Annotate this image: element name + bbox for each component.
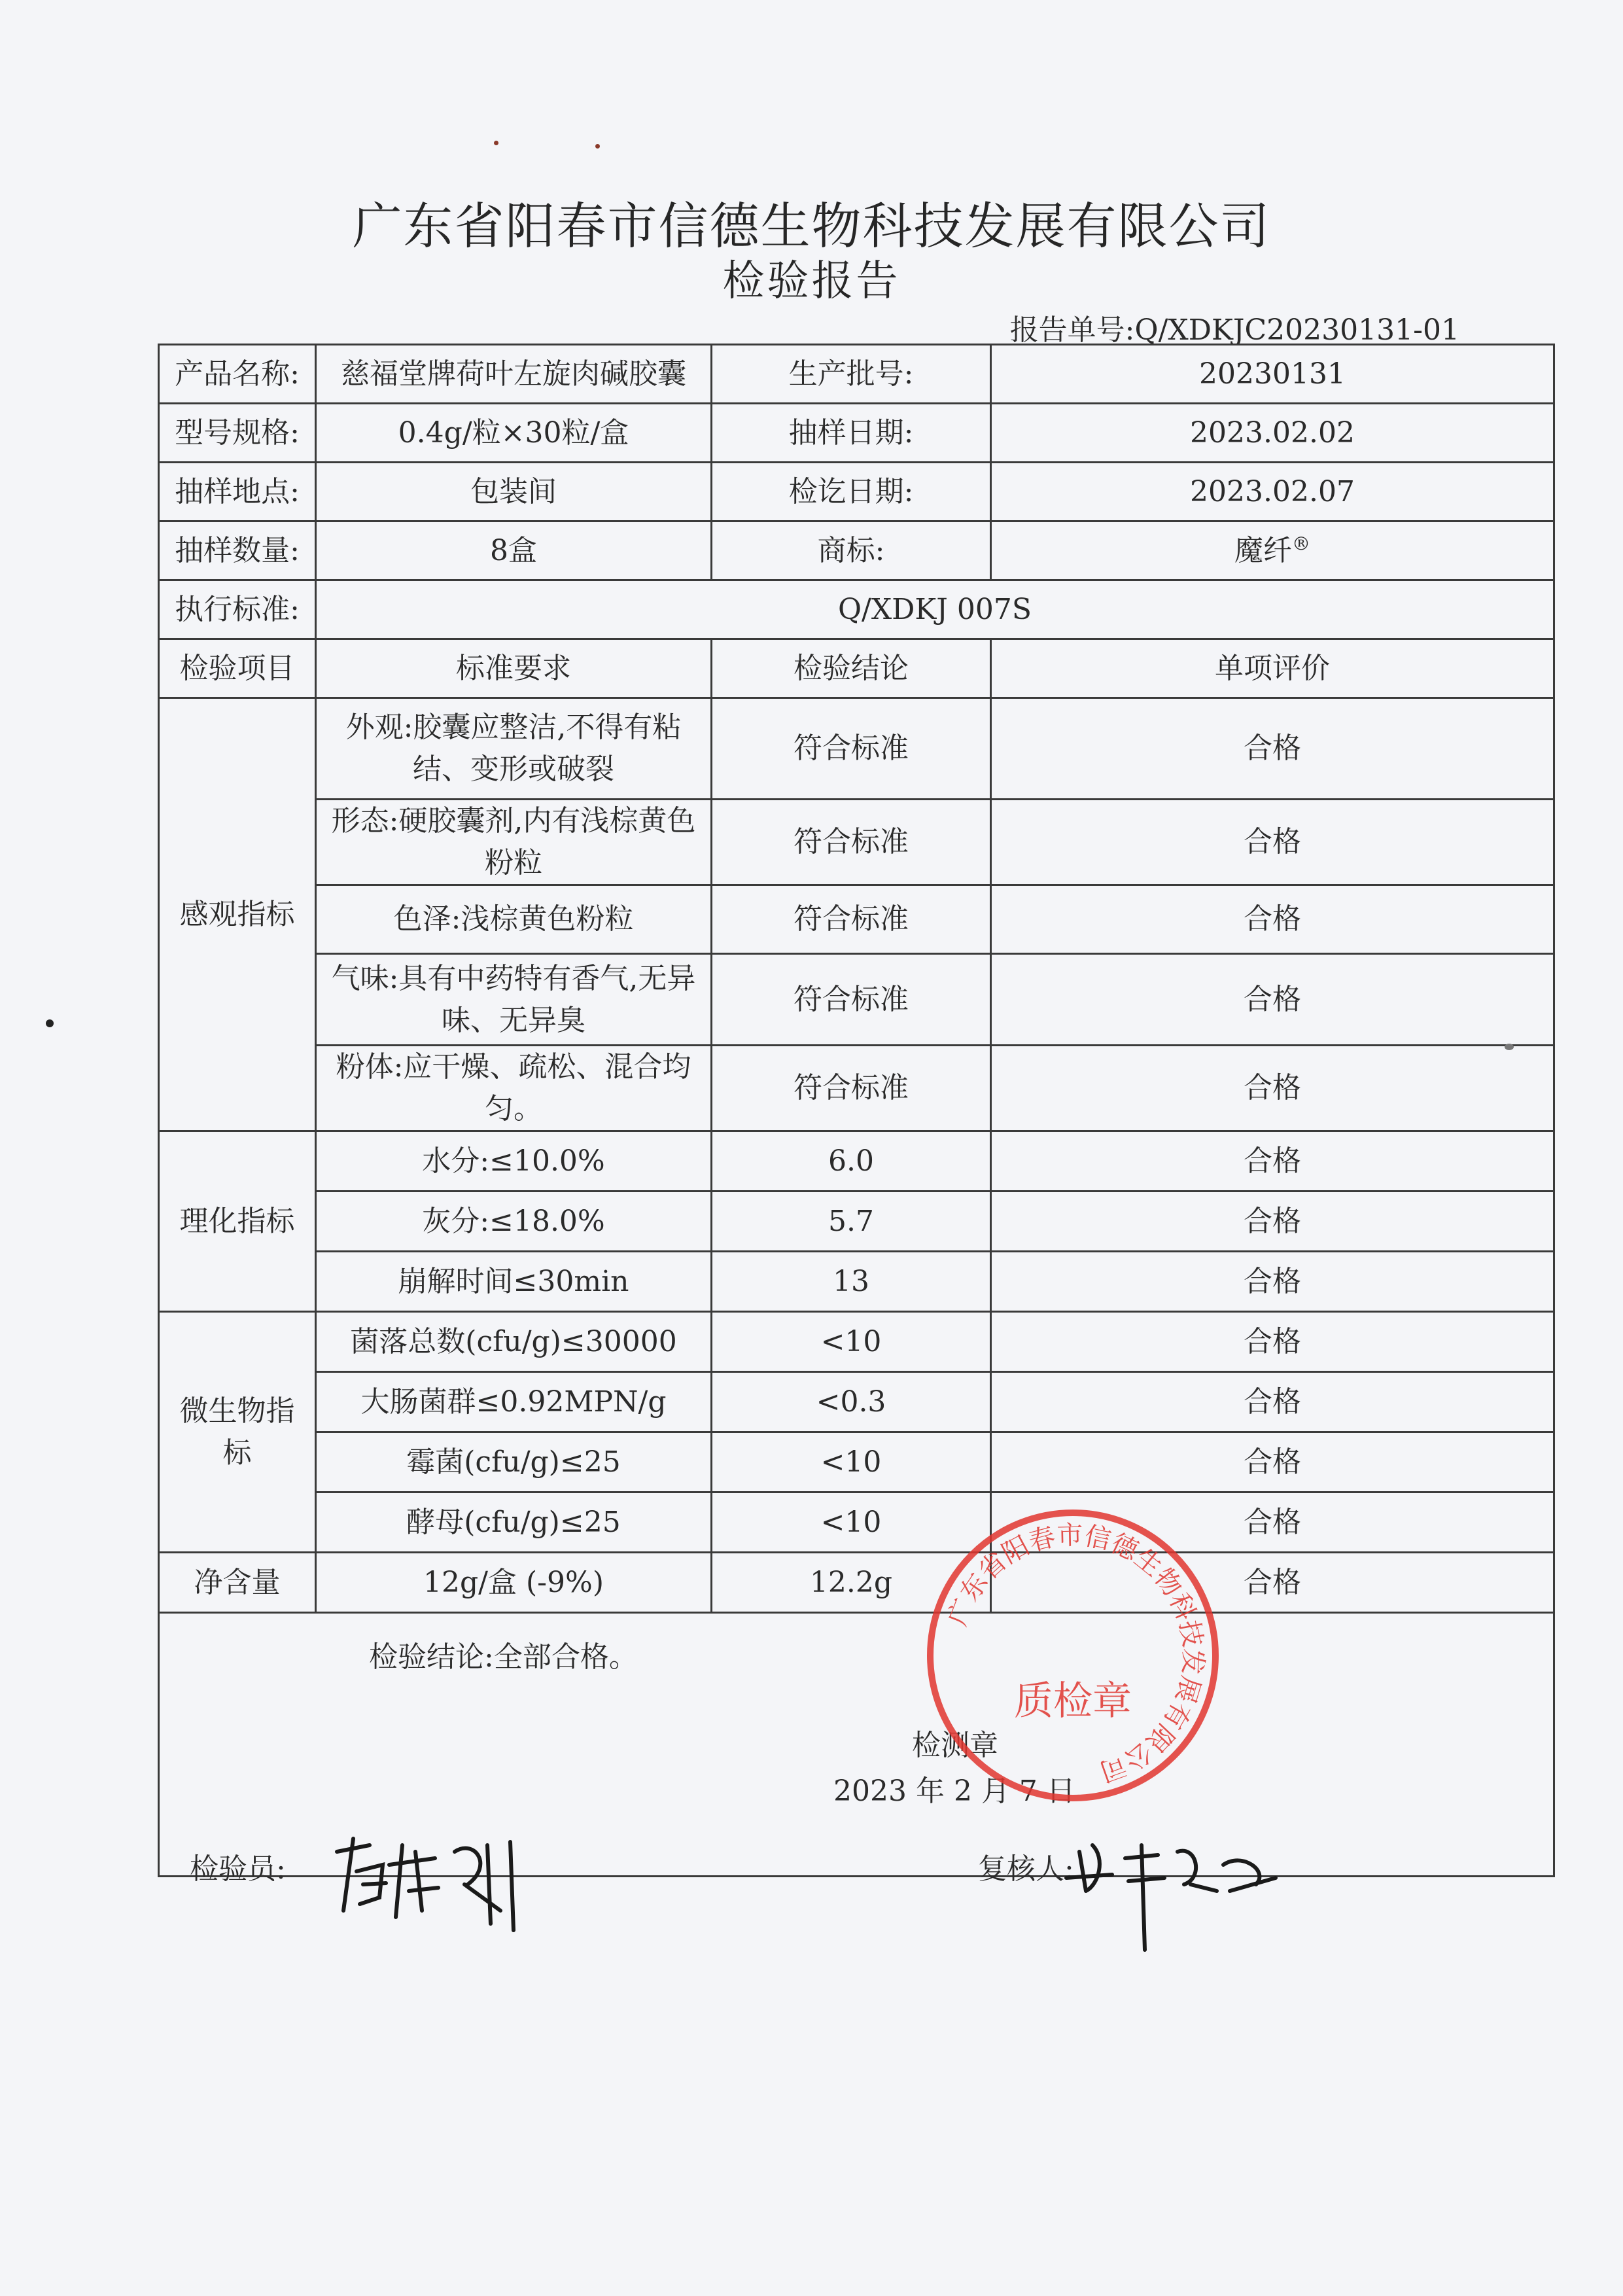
qty-value: 8盒 xyxy=(316,521,712,580)
brand-label: 商标: xyxy=(712,521,991,580)
group-net: 净含量 xyxy=(159,1553,316,1613)
table-row xyxy=(159,1432,1554,1492)
table-row xyxy=(159,1046,1554,1131)
reviewer-label: 复核人: xyxy=(978,1852,1074,1886)
info-row-product xyxy=(159,345,1554,404)
report-date: 2023 年 2 月 7 日 xyxy=(833,1775,1075,1808)
evaluation-cell: 合格 xyxy=(991,1192,1554,1252)
info-row-spec xyxy=(159,404,1554,463)
standard-value: Q/XDKJ 007S xyxy=(316,580,1554,639)
result-cell: <10 xyxy=(712,1492,991,1553)
table-row xyxy=(159,954,1554,1046)
scan-speck xyxy=(595,144,600,149)
report-number: 报告单号:Q/XDKJC20230131-01 xyxy=(1009,313,1459,347)
evaluation-cell: 合格 xyxy=(991,1432,1554,1492)
conclusion-row xyxy=(159,1613,1554,1877)
result-cell: 符合标准 xyxy=(712,698,991,800)
table-row xyxy=(159,1492,1554,1553)
requirement-cell: 粉体:应干燥、疏松、混合均匀。 xyxy=(316,1046,712,1131)
table-row xyxy=(159,1312,1554,1372)
brand-cell xyxy=(991,521,1554,580)
result-cell: 符合标准 xyxy=(712,885,991,954)
finish-date-value: 2023.02.07 xyxy=(991,463,1554,521)
result-cell: <10 xyxy=(712,1312,991,1372)
requirement-cell: 色泽:浅棕黄色粉粒 xyxy=(316,885,712,954)
evaluation-cell: 合格 xyxy=(991,1046,1554,1131)
result-cell: 12.2g xyxy=(712,1553,991,1613)
evaluation-cell: 合格 xyxy=(991,1553,1554,1613)
stamp-ring-text: 广东省阳春市信德生物科技发展有限公司 xyxy=(942,1520,1208,1787)
evaluation-cell: 合格 xyxy=(991,1312,1554,1372)
col-item: 检验项目 xyxy=(159,639,316,698)
inspector-label: 检验员: xyxy=(190,1852,286,1886)
product-label: 产品名称: xyxy=(159,345,316,404)
stamp-label: 检测章 xyxy=(912,1729,998,1762)
group-physchem: 理化指标 xyxy=(159,1131,316,1312)
finish-date-label: 检讫日期: xyxy=(712,463,991,521)
inspection-table xyxy=(158,344,1555,1877)
requirement-cell: 形态:硬胶囊剂,内有浅棕黄色粉粒 xyxy=(316,800,712,885)
stamp-center-text: 质检章 xyxy=(1014,1678,1132,1724)
evaluation-cell: 合格 xyxy=(991,885,1554,954)
result-cell: 符合标准 xyxy=(712,800,991,885)
qty-label: 抽样数量: xyxy=(159,521,316,580)
requirement-cell: 灰分:≤18.0% xyxy=(316,1192,712,1252)
requirement-cell: 外观:胶囊应整洁,不得有粘结、变形或破裂 xyxy=(316,698,712,800)
sample-date-label: 抽样日期: xyxy=(712,404,991,463)
requirement-cell: 12g/盒 (-9%) xyxy=(316,1553,712,1613)
result-cell: 13 xyxy=(712,1252,991,1312)
requirement-cell: 水分:≤10.0% xyxy=(316,1131,712,1192)
requirement-cell: 气味:具有中药特有香气,无异味、无异臭 xyxy=(316,954,712,1046)
spec-value: 0.4g/粒×30粒/盒 xyxy=(316,404,712,463)
table-row xyxy=(159,698,1554,800)
evaluation-cell: 合格 xyxy=(991,800,1554,885)
table-row xyxy=(159,885,1554,954)
company-name: 广东省阳春市信德生物科技发展有限公司 xyxy=(352,197,1271,255)
report-title: 检验报告 xyxy=(722,257,901,306)
table-row xyxy=(159,1553,1554,1613)
col-result: 检验结论 xyxy=(712,639,991,698)
registered-mark: ® xyxy=(1292,532,1310,554)
info-row-qty xyxy=(159,521,1554,580)
result-cell: <10 xyxy=(712,1432,991,1492)
info-row-standard xyxy=(159,580,1554,639)
table-row xyxy=(159,1252,1554,1312)
scan-speck xyxy=(494,141,498,145)
spec-label: 型号规格: xyxy=(159,404,316,463)
sample-date-value: 2023.02.02 xyxy=(991,404,1554,463)
evaluation-cell: 合格 xyxy=(991,1372,1554,1432)
group-sensory: 感观指标 xyxy=(159,698,316,1131)
requirement-cell: 菌落总数(cfu/g)≤30000 xyxy=(316,1312,712,1372)
result-cell: 符合标准 xyxy=(712,1046,991,1131)
requirement-cell: 崩解时间≤30min xyxy=(316,1252,712,1312)
table-row xyxy=(159,1192,1554,1252)
requirement-cell: 霉菌(cfu/g)≤25 xyxy=(316,1432,712,1492)
group-micro: 微生物指标 xyxy=(159,1312,316,1553)
result-cell: 符合标准 xyxy=(712,954,991,1046)
info-row-location xyxy=(159,463,1554,521)
result-cell: <0.3 xyxy=(712,1372,991,1432)
evaluation-cell: 合格 xyxy=(991,1492,1554,1553)
location-value: 包装间 xyxy=(316,463,712,521)
evaluation-cell: 合格 xyxy=(991,1131,1554,1192)
result-cell: 6.0 xyxy=(712,1131,991,1192)
batch-label: 生产批号: xyxy=(712,345,991,404)
table-row xyxy=(159,800,1554,885)
requirement-cell: 酵母(cfu/g)≤25 xyxy=(316,1492,712,1553)
table-row xyxy=(159,1372,1554,1432)
scan-speck xyxy=(1505,1044,1514,1050)
batch-value: 20230131 xyxy=(991,345,1554,404)
location-label: 抽样地点: xyxy=(159,463,316,521)
product-value: 慈福堂牌荷叶左旋肉碱胶囊 xyxy=(316,345,712,404)
scan-speck xyxy=(46,1019,54,1027)
column-header-row xyxy=(159,639,1554,698)
evaluation-cell: 合格 xyxy=(991,698,1554,800)
result-cell: 5.7 xyxy=(712,1192,991,1252)
conclusion-text: 检验结论:全部合格。 xyxy=(369,1640,638,1674)
table-row xyxy=(159,1131,1554,1192)
conclusion-area xyxy=(159,1613,1554,1877)
col-evaluation: 单项评价 xyxy=(991,639,1554,698)
evaluation-cell: 合格 xyxy=(991,954,1554,1046)
requirement-cell: 大肠菌群≤0.92MPN/g xyxy=(316,1372,712,1432)
brand-value: 魔纤 xyxy=(1234,533,1292,567)
standard-label: 执行标准: xyxy=(159,580,316,639)
col-requirement: 标准要求 xyxy=(316,639,712,698)
evaluation-cell: 合格 xyxy=(991,1252,1554,1312)
